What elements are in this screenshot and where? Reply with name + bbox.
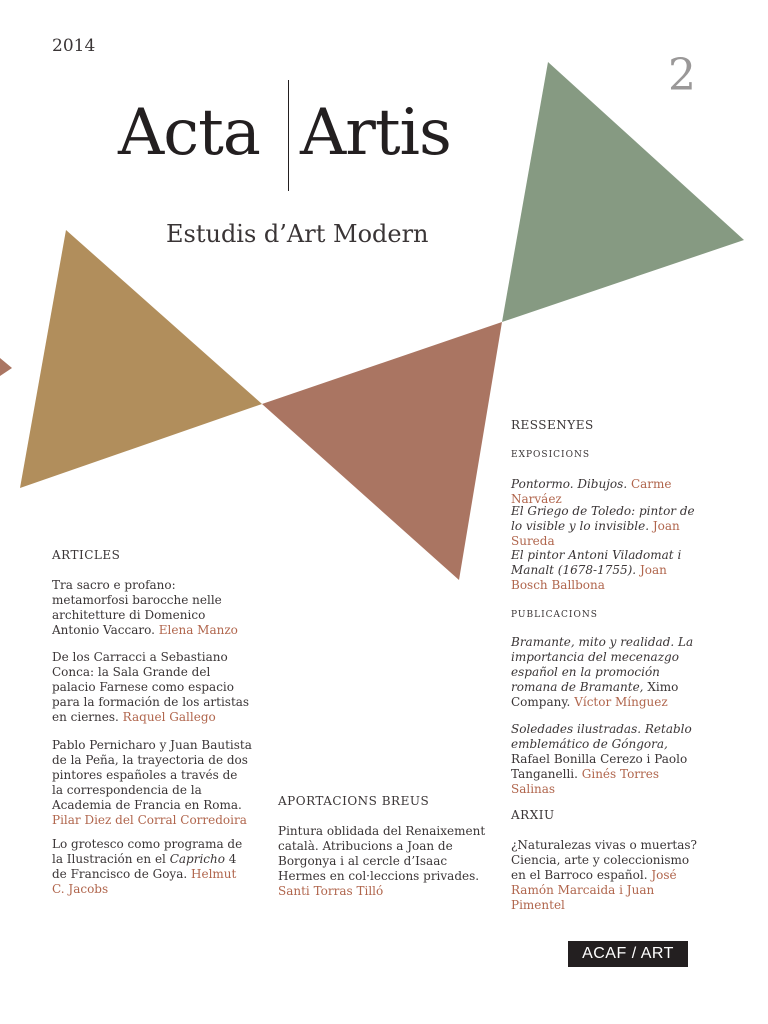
article-entry (52, 837, 252, 897)
article-entry (52, 578, 252, 638)
article-title: Tra sacro e profano: metamorfosi barocche nelle architetture di Domenico Antonio Vaccaro. (52, 578, 222, 637)
review-author: Ginés Torres Salinas (511, 767, 660, 796)
review-entry (511, 635, 706, 710)
edge-triangle-fragment (0, 358, 12, 376)
article-author: Elena Manzo (158, 623, 238, 637)
exposicions-heading: EXPOSICIONS (511, 450, 590, 460)
article-author: Helmut C. Jacobs (52, 867, 237, 896)
article-title: De los Carracci a Sebastiano Conca: la Sala Grande del palacio Farnese como espacio para la formación de los artistas en ciernes. (52, 650, 250, 724)
review-author: Carme Narváez (511, 477, 672, 506)
review-entry (511, 722, 706, 797)
review-title: Pontormo. Dibujos. (511, 477, 628, 491)
article-author: Raquel Gallego (122, 710, 216, 724)
review-entry (511, 477, 706, 507)
aportacio-entry (278, 824, 488, 899)
arxiu-title: ¿Naturalezas vivas o muertas? Ciencia, arte y coleccionismo en el Barroco español. (511, 838, 697, 882)
review-author: Joan Bosch Ballbona (511, 563, 667, 592)
review-entry (511, 504, 706, 549)
review-editor: Ximo Company. (511, 680, 679, 709)
review-entry (511, 548, 706, 593)
arxiu-entry (511, 838, 706, 913)
article-entry (52, 650, 252, 725)
sage-triangle (502, 62, 744, 322)
review-title: Soledades ilustradas. Retablo emblemático de Góngora, (511, 722, 692, 751)
publicacions-heading: PUBLICACIONS (511, 610, 598, 620)
review-title: El Griego de Toledo: pintor de lo visible y lo invisible. (511, 504, 695, 533)
ressenyes-heading: RESSENYES (511, 418, 594, 432)
review-editor: Rafael Bonilla Cerezo i Paolo Tanganelli. (511, 752, 688, 781)
article-entry (52, 738, 252, 828)
issue-number: 2 (668, 50, 696, 101)
review-author: Víctor Mínguez (574, 695, 668, 709)
article-title-post: 4 de Francisco de Goya. (52, 852, 237, 881)
articles-heading: ARTICLES (52, 548, 121, 562)
article-title-italic: Capricho (169, 852, 225, 866)
arxiu-heading: ARXIU (511, 808, 555, 822)
ochre-triangle (20, 230, 262, 488)
review-title: Bramante, mito y realidad. La importancia del mecenazgo español en la promoción romana de Bramante, (511, 635, 694, 694)
article-title: Pablo Pernicharo y Juan Bautista de la Peña, la trayectoria de dos pintores españoles a través de la correspondencia de la Academia de Francia en Roma. (52, 738, 252, 812)
review-author: Joan Sureda (511, 519, 680, 548)
terracotta-triangle (262, 322, 502, 580)
journal-title-artis: Artis (300, 96, 451, 170)
arxiu-author: José Ramón Marcaida i Juan Pimentel (511, 868, 677, 912)
aportacions-heading: APORTACIONS BREUS (278, 794, 430, 808)
article-title-pre: Lo grotesco como programa de la Ilustración en el (52, 837, 243, 866)
review-title: El pintor Antoni Viladomat i Manalt (1678-1755). (511, 548, 682, 577)
journal-subtitle: Estudis d’Art Modern (166, 220, 429, 248)
aportacio-title: Pintura oblidada del Renaixement català. Atribucions a Joan de Borgonya i al cercle d’Isaac Hermes en col·leccions privades. (278, 824, 486, 883)
title-divider (288, 80, 289, 191)
acaf-art-logo: ACAF / ART (568, 941, 688, 967)
aportacio-author: Santi Torras Tilló (278, 884, 384, 898)
cover-year: 2014 (52, 36, 96, 56)
journal-title-acta: Acta (118, 96, 260, 170)
article-author: Pilar Diez del Corral Corredoira (52, 813, 247, 827)
